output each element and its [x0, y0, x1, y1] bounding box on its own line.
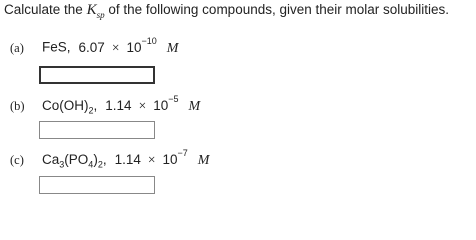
times-symbol: × [138, 97, 147, 113]
unit-label: M [166, 40, 179, 56]
power-exponent: −10 [141, 36, 157, 46]
formula-text: FeS [42, 39, 67, 55]
compound-formula [42, 40, 71, 55]
part-label: (c) [10, 152, 24, 167]
prompt-suffix: of the following compounds, given their molar solubilities. [108, 2, 450, 17]
part-b [10, 96, 200, 115]
unit-label: M [197, 152, 210, 168]
compound-formula [42, 97, 98, 116]
formula-subscript: 4 [88, 159, 94, 170]
answer-input-b[interactable] [39, 121, 155, 139]
formula-text: (PO [64, 151, 89, 167]
power-exponent: −5 [168, 94, 179, 104]
part-c [10, 150, 209, 169]
unit-label: M [188, 98, 201, 114]
part-label: (a) [10, 40, 24, 55]
times-symbol: × [111, 39, 120, 55]
formula-separator: , [102, 151, 107, 167]
formula-text: Co(OH) [42, 97, 89, 113]
power-base: 10 [153, 97, 169, 113]
formula-subscript: 2 [97, 159, 103, 170]
formula-text: Ca [42, 151, 60, 167]
answer-input-c[interactable] [39, 176, 155, 194]
formula-subscript: 2 [88, 105, 94, 116]
power-exponent: −7 [177, 148, 188, 158]
power-base: 10 [126, 39, 142, 55]
part-label: (b) [10, 98, 25, 113]
question-prompt [4, 2, 449, 20]
ksp-subscript: sp [96, 10, 105, 20]
compound-formula [42, 151, 107, 170]
power-base: 10 [162, 151, 178, 167]
ksp-symbol [87, 2, 105, 18]
power-of-ten [126, 36, 157, 55]
formula-text: ) [93, 151, 98, 167]
ksp-letter: K [86, 2, 97, 18]
formula-separator: , [93, 97, 98, 113]
molar-solubility-value: 1.14 [105, 97, 132, 113]
answer-input-a[interactable] [39, 66, 155, 84]
power-of-ten [162, 148, 188, 167]
molar-solubility-value: 1.14 [114, 151, 141, 167]
formula-subscript: 3 [59, 159, 65, 170]
formula-separator: , [66, 39, 71, 55]
power-of-ten [153, 94, 179, 113]
part-a [10, 38, 178, 57]
prompt-prefix: Calculate the [4, 2, 83, 17]
times-symbol: × [147, 151, 156, 167]
molar-solubility-value: 6.07 [78, 39, 105, 55]
